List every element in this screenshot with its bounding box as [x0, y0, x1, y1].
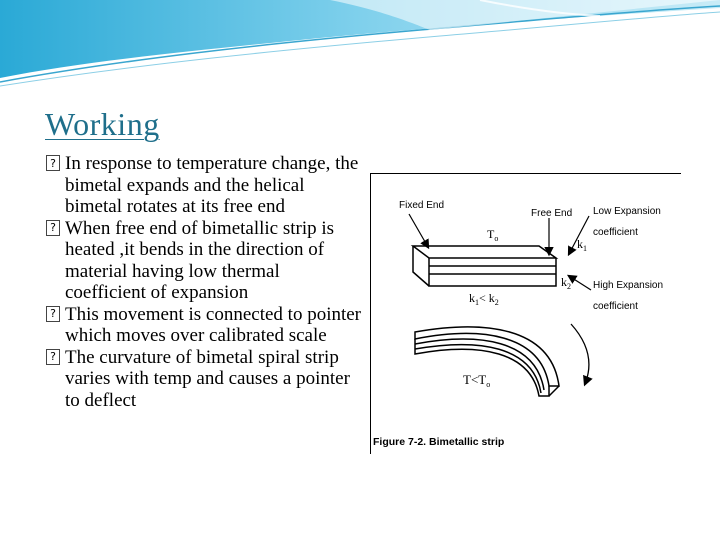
header-wave-decoration [0, 0, 720, 90]
straight-strip [413, 246, 556, 286]
label-high-expansion: High Expansion [593, 280, 664, 291]
missing-glyph-icon: ? [46, 155, 60, 171]
label-k1: $k_1$ [577, 237, 587, 253]
figure-caption: Figure 7-2. Bimetallic strip [373, 436, 505, 448]
label-free-end: Free End [531, 208, 573, 219]
bullet-text: When free end of bimetallic strip is heated ,it bends in the direction of material having low thermal coefficient of expansion [65, 217, 335, 303]
bullet-item [46, 218, 364, 304]
label-k-relation: $k_1< k_2$ [469, 291, 499, 307]
bullet-text: This movement is connected to pointer which moves over calibrated scale [65, 303, 362, 346]
label-fixed-end: Fixed End [399, 200, 445, 211]
label-high-coefficient: coefficient [593, 301, 638, 312]
bimetallic-strip-figure [370, 173, 681, 454]
bimetallic-strip-diagram [371, 174, 681, 454]
bullet-text: In response to temperature change, the bimetal expands and the helical bimetal rotates at its free end [65, 153, 359, 217]
label-low-coefficient: coefficient [593, 227, 638, 238]
bullet-item [46, 153, 364, 218]
missing-glyph-icon: ? [46, 349, 60, 365]
bullet-item [46, 347, 364, 412]
bullet-item [46, 304, 364, 347]
missing-glyph-icon: ? [46, 306, 60, 322]
bullet-list [46, 153, 364, 411]
missing-glyph-icon: ? [46, 220, 60, 236]
label-k2: $k_2$ [561, 275, 571, 291]
label-t-relation: $T<T_o$ [463, 372, 491, 389]
label-t0: $T_o$ [487, 227, 499, 243]
label-low-expansion: Low Expansion [593, 206, 661, 217]
slide-title: Working [45, 106, 160, 142]
bullet-text: The curvature of bimetal spiral strip varies with temp and causes a pointer to deflect [65, 346, 350, 411]
